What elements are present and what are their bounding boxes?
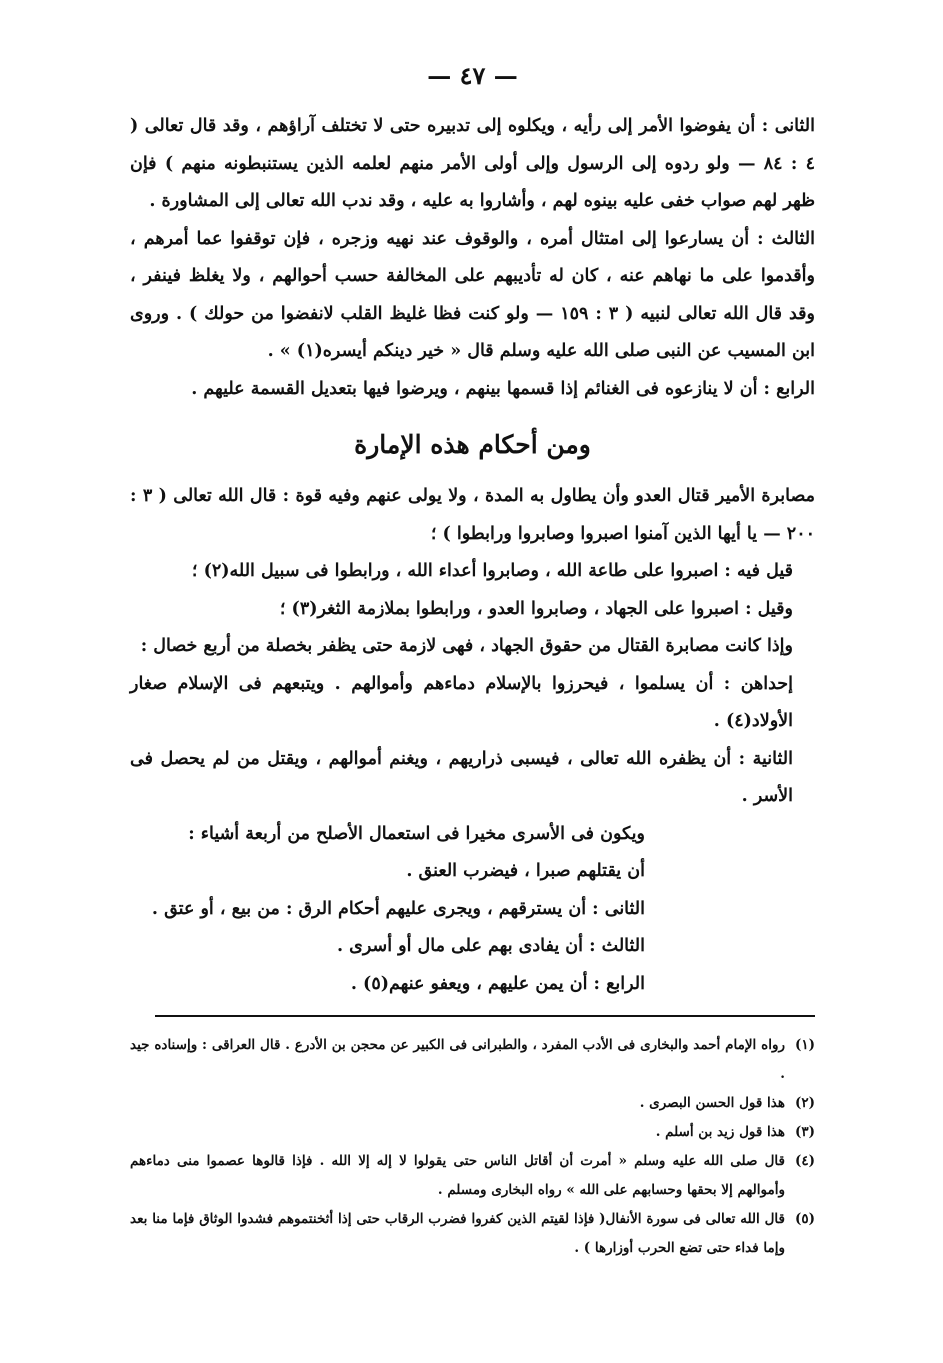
captives-option-4: الرابع : أن يمن عليهم ، ويعفو عنهم(٥) . [350, 973, 645, 994]
paragraph-four-traits: وإذا كانت مصابرة القتال من حقوق الجهاد ، فهى لازمة حتى يظفر بخصلة من أربع خصال : [140, 636, 793, 656]
footnote-divider [155, 1015, 815, 1017]
footnote-text: قال الله تعالى فى سورة الأنفال( فإذا لقيتم الذين كفروا فضرب الرقاب حتى إذا أثخنتموهم فشدوا الوثاق فإما منا بعد وإما فداء حتى تضع الحرب أوزارها ) . [130, 1211, 785, 1256]
paragraph-endurance: مصابرة الأمير قتال العدو وأن يطاول به المدة ، ولا يولى عنهم وفيه قوة : قال الله تعالى ( ٣ : ٢٠٠ — يا أيها الذين آمنوا اصبروا وصابروا ورابطوا ) ؛ [130, 486, 815, 544]
paragraph-second-duty: الثانى : أن يفوضوا الأمر إلى رأيه ، ويكلوه إلى تدبيره حتى لا تختلف آراؤهم ، وقد قال تعالى ( ٤ : ٨٤ — ولو ردوه إلى الرسول وإلى أولى الأمر منهم لعلمه الذين يستنبطونه منهم ) فإن ظهر لهم صواب خفى عليه بينوه لهم ، وأشاروا به عليه ، وقد ندب الله تعالى إلى المشاورة . [130, 116, 815, 211]
footnote-3 [130, 1118, 815, 1147]
section-heading: ومن أحكام هذه الإمارة [354, 430, 591, 459]
footnote-number: (٥) [794, 1211, 815, 1227]
footnote-number: (٣) [794, 1124, 815, 1140]
trait-first: إحداهن : أن يسلموا ، فيحرزوا بالإسلام دماءهم وأموالهم . ويتبعهم فى الإسلام صغار الأولاد(٤) . [130, 673, 793, 731]
body-text [130, 108, 815, 1003]
footnote-text: هذا قول زيد بن أسلم . [655, 1124, 785, 1140]
footnote-number: (٤) [794, 1153, 815, 1169]
footnote-text: هذا قول الحسن البصرى . [639, 1095, 785, 1111]
paragraph-third-duty: الثالث : أن يسارعوا إلى امتثال أمره ، والوقوف عند نهيه وزجره ، فإن توقفوا عما أمرهم ، وأقدموا على ما نهاهم عنه ، كان له تأديبهم على المخالفة حسب أحوالهم ، ولا يغلظ فينفر ، وقد قال الله تعالى لنبيه ( ٣ : ١٥٩ — ولو كنت فظا غليظ القلب لانفضوا من حولك ) . وروى ابن المسيب عن النبى صلى الله عليه وسلم قال « خير دينكم أيسره(١) » . [130, 228, 815, 361]
footnotes [130, 1031, 815, 1263]
trait-second: الثانية : أن يظفره الله تعالى ، فيسبى ذراريهم ، ويغنم أموالهم ، ويقتل من لم يحصل فى الأسر . [130, 748, 793, 806]
footnote-2 [130, 1089, 815, 1118]
footnote-number: (١) [794, 1037, 815, 1053]
footnote-number: (٢) [794, 1095, 815, 1111]
saying-first: قيل فيه : اصبروا على طاعة الله ، وصابروا أعداء الله ، ورابطوا فى سبيل الله(٢) ؛ [191, 561, 793, 581]
footnote-4 [130, 1147, 815, 1205]
captives-option-3: الثالث : أن يفادى بهم على مال أو أسرى . [337, 936, 645, 956]
captives-option-2: الثانى : أن يسترقهم ، ويجرى عليهم أحكام الرق : من بيع ، أو عتق . [151, 898, 645, 919]
captives-intro: ويكون فى الأسرى مخيرا فى استعمال الأصلح من أربعة أشياء : [188, 823, 645, 844]
saying-second: وقيل : اصبروا على الجهاد ، وصابروا العدو ، ورابطوا بملازمة الثغر(٣) ؛ [279, 598, 793, 619]
footnote-1 [130, 1031, 815, 1089]
page-number: — ٤٧ — [427, 61, 518, 90]
captives-option-1: أن يقتلهم صبرا ، فيضرب العنق . [406, 861, 645, 881]
footnote-text: قال صلى الله عليه وسلم « أمرت أن أقاتل الناس حتى يقولوا لا إله إلا الله . فإذا قالوها عصموا منى دماءهم وأموالهم إلا بحقها وحسابهم على الله » رواه البخارى ومسلم . [130, 1153, 785, 1198]
footnote-5 [130, 1205, 815, 1263]
paragraph-fourth-duty: الرابع : أن لا ينازعوه فى الغنائم إذا قسمها بينهم ، ويرضوا فيها بتعديل القسمة عليهم . [191, 378, 815, 399]
footnote-text: رواه الإمام أحمد والبخارى فى الأدب المفرد ، والطبرانى فى الكبير عن محجن بن الأدرع . قال العراقى : وإسناده جيد . [130, 1037, 785, 1082]
